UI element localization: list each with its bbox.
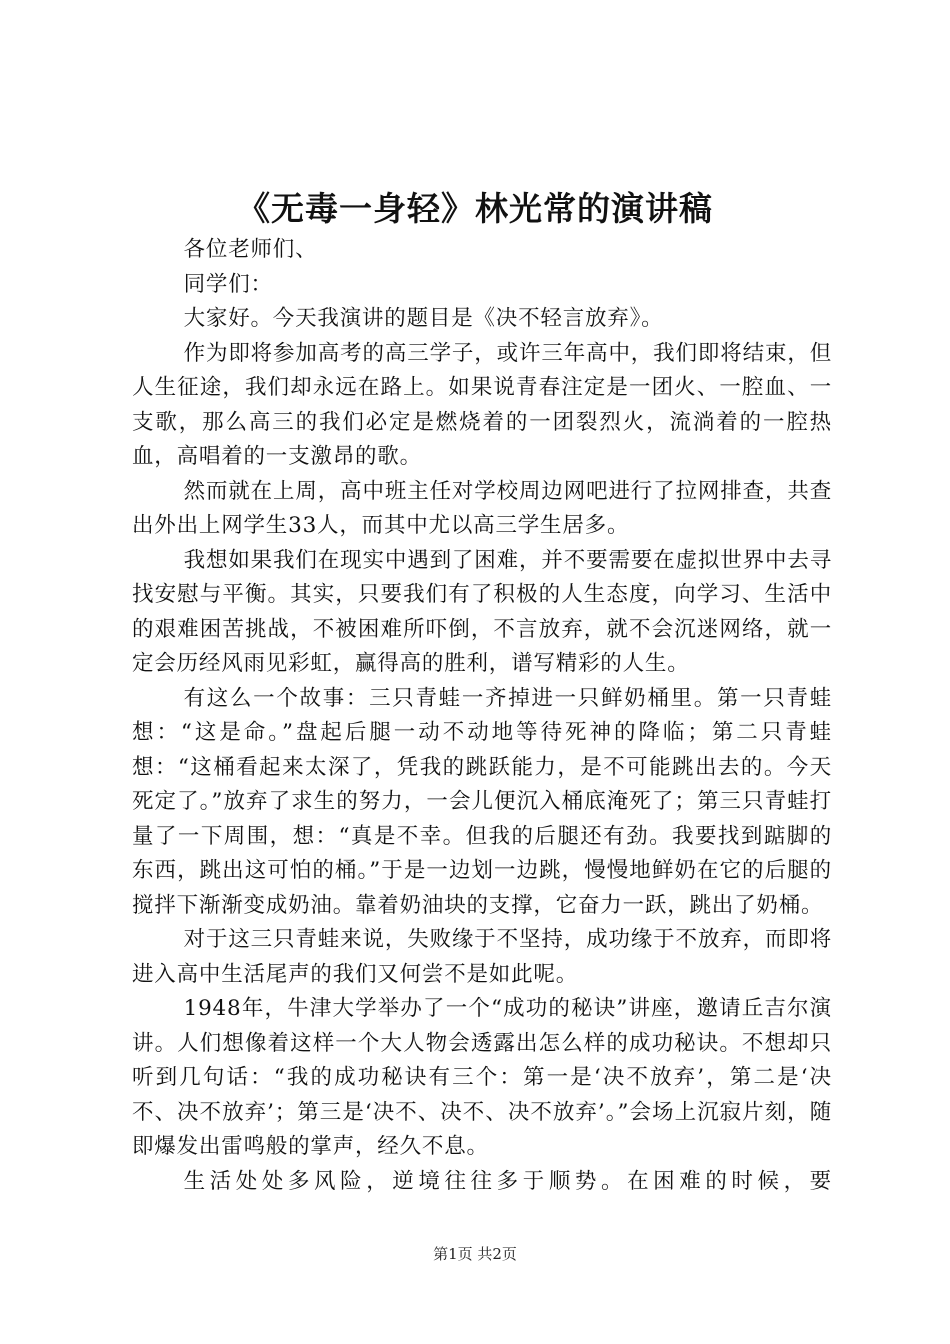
document-body: [132, 233, 832, 1199]
page-number-footer: 第1页 共2页: [433, 1245, 517, 1263]
paragraph-body: 1948年，牛津大学举办了一个“成功的秘诀”讲座，邀请丘吉尔演讲。人们想像着这样一个大人物会透露出怎么样的成功秘诀。不想却只听到几句话：“我的成功秘诀有三个：第一是‘决不放弃’，第二是‘决不、决不放弃’；第三是‘决不、决不、决不放弃’。”会场上沉寂片刻，随即爆发出雷鸣般的掌声，经久不息。: [132, 996, 832, 1159]
paragraph-body: 有这么一个故事：三只青蛙一齐掉进一只鲜奶桶里。第一只青蛙想：“这是命。”盘起后腿一动不动地等待死神的降临；第二只青蛙想：“这桶看起来太深了，凭我的跳跃能力，是不可能跳出去的。今天死定了。”放弃了求生的努力，一会儿便沉入桶底淹死了；第三只青蛙打量了一下周围，想：“真是不幸。但我的后腿还有劲。我要找到踮脚的东西，跳出这可怕的桶。”于是一边划一边跳，慢慢地鲜奶在它的后腿的搅拌下渐渐变成奶油。靠着奶油块的支撑，它奋力一跃，跳出了奶桶。: [132, 685, 832, 918]
document-title: 《无毒一身轻》林光常的演讲稿: [237, 189, 713, 228]
paragraph-greeting: 大家好。今天我演讲的题目是《决不轻言放弃》。: [183, 306, 664, 331]
paragraph-body: 作为即将参加高考的高三学子，或许三年高中，我们即将结束，但人生征途，我们却永远在路上。如果说青春注定是一团火、一腔血、一支歌，那么高三的我们必定是燃烧着的一团裂烈火，流淌着的一腔热血，高唱着的一支激昂的歌。: [132, 340, 832, 469]
paragraph-body: 对于这三只青蛙来说，失败缘于不坚持，成功缘于不放弃，而即将进入高中生活尾声的我们又何尝不是如此呢。: [132, 927, 832, 987]
paragraph-salutation-students: 同学们：: [183, 271, 273, 297]
paragraph-body: 我想如果我们在现实中遇到了困难，并不要需要在虚拟世界中去寻找安慰与平衡。其实，只要我们有了积极的人生态度，向学习、生活中的艰难困苦挑战，不被困难所吓倒，不言放弃，就不会沉迷网络，就一定会历经风雨见彩虹，赢得高的胜利，谱写精彩的人生。: [132, 547, 832, 676]
paragraph-body: 然而就在上周，高中班主任对学校周边网吧进行了拉网排查，共查出外出上网学生33人，而其中尤以高三学生居多。: [132, 478, 832, 538]
paragraph-salutation-teachers: 各位老师们、: [183, 237, 318, 262]
paragraph-body: 生活处处多风险，逆境往往多于顺势。在困难的时候，要: [183, 1168, 832, 1194]
